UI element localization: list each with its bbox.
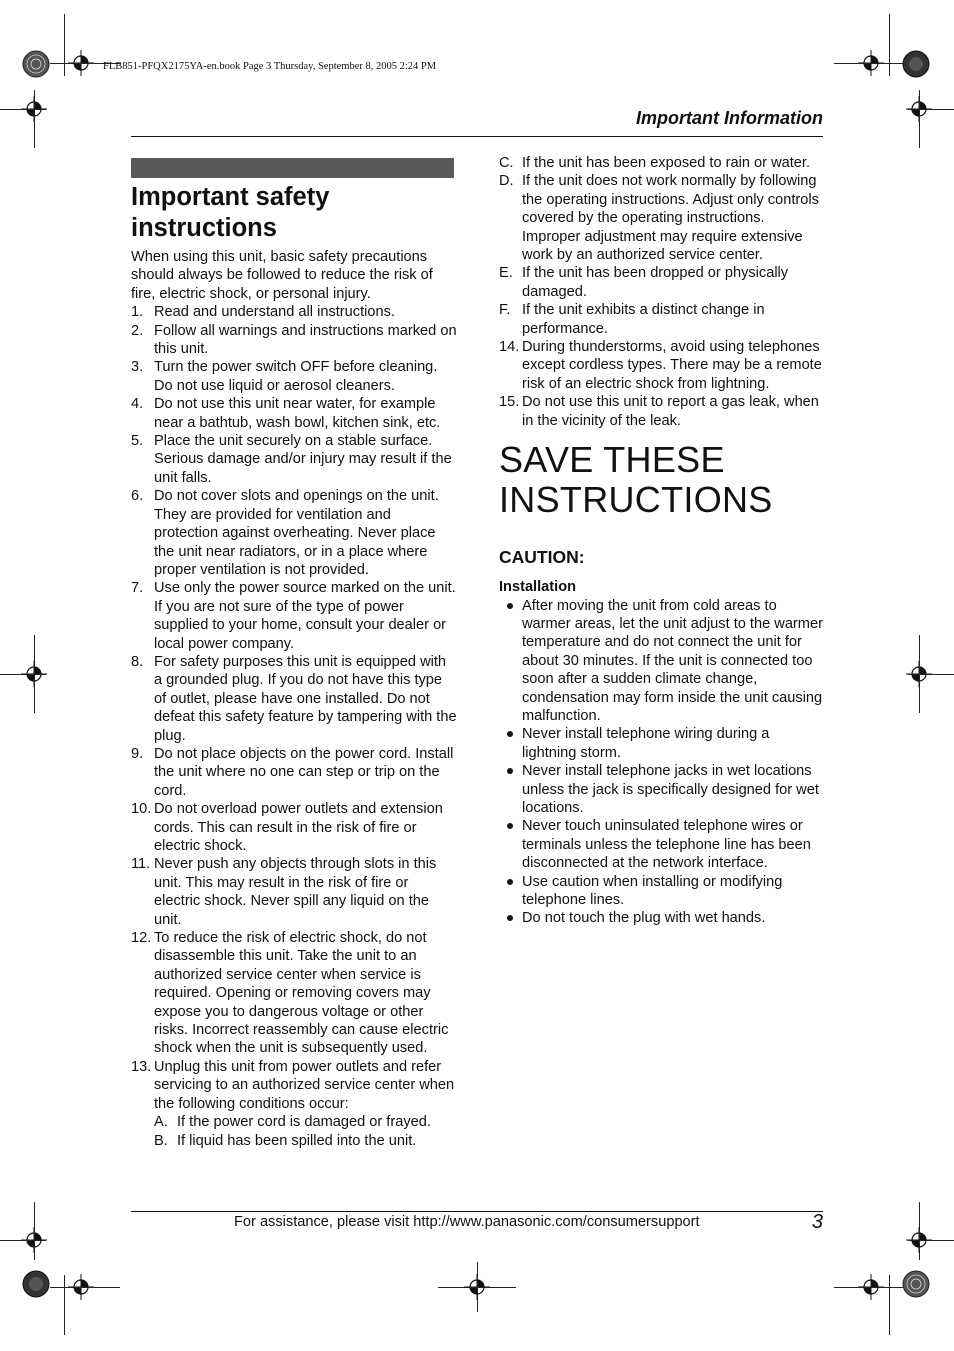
crop-mark	[889, 1275, 890, 1335]
item-number: 9.	[131, 745, 144, 762]
item-text: Do not place objects on the power cord. Install the unit where no one can step or trip on the cord.	[154, 745, 454, 799]
registration-dial-icon	[902, 50, 930, 78]
crop-mark	[889, 14, 890, 76]
item-text: Read and understand all instructions.	[154, 304, 395, 321]
item-letter: D.	[499, 173, 514, 190]
item-text: If liquid has been spilled into the unit.	[177, 1132, 417, 1149]
page-header-title: Important Information	[636, 108, 823, 128]
crop-mark	[908, 674, 954, 675]
item-number: 1.	[131, 304, 144, 321]
item-text: Never install telephone jacks in wet locations unless the jack is specifically designed for wet locations.	[522, 763, 819, 816]
crop-mark	[34, 90, 35, 148]
footer-assistance-text: For assistance, please visit http://www.panasonic.com/consumersupport	[234, 1214, 700, 1230]
crop-mark	[919, 90, 920, 148]
list-item	[131, 855, 457, 929]
intro-paragraph: When using this unit, basic safety precautions should always be followed to reduce the risk of fire, electric shock, or personal injury.	[131, 249, 433, 302]
crop-mark	[50, 1287, 120, 1288]
item-text: Never touch uninsulated telephone wires or terminals unless the telephone line has been disconnected at the network interface.	[522, 818, 811, 872]
section-bar	[131, 158, 454, 178]
registration-dial-icon	[902, 1270, 930, 1298]
bullet-item	[499, 762, 825, 817]
list-item	[131, 579, 457, 653]
list-item	[131, 800, 457, 855]
item-text: If the unit does not work normally by following the operating instructions. Adjust only controls covered by the operating instructions. Improper adjustment may require extensive work by an authorized service center.	[522, 173, 819, 264]
crop-mark	[64, 1275, 65, 1335]
book-file-info: FLB851-PFQX2175YA-en.book Page 3 Thursday, September 8, 2005 2:24 PM	[103, 61, 437, 72]
header-rule	[131, 136, 823, 137]
bullet-icon	[507, 603, 513, 609]
bullet-icon	[507, 915, 513, 921]
item-number: 4.	[131, 396, 144, 413]
item-text: Never install telephone wiring during a lightning storm.	[522, 726, 770, 761]
list-item	[499, 154, 825, 172]
footer-rule	[131, 1211, 823, 1212]
caution-heading: CAUTION:	[499, 547, 585, 568]
item-number: 13.	[131, 1058, 152, 1075]
condition-list	[154, 1113, 457, 1150]
condition-list-continued	[499, 154, 825, 338]
item-text: Turn the power switch OFF before cleaning. Do not use liquid or aerosol cleaners.	[154, 359, 438, 394]
item-number: 12.	[131, 930, 152, 947]
item-text: Never push any objects through slots in this unit. This may result in the risk of fire or electric shock. Never spill any liquid on the unit.	[154, 856, 437, 928]
list-item	[131, 358, 457, 395]
item-text: If the unit exhibits a distinct change in performance.	[522, 302, 765, 337]
list-item	[131, 1058, 457, 1150]
item-number: 2.	[131, 322, 144, 339]
crop-mark	[834, 1287, 904, 1288]
list-item	[131, 487, 457, 579]
crop-mark	[908, 109, 954, 110]
bullet-icon	[507, 823, 513, 829]
item-letter: E.	[499, 265, 513, 282]
bullet-item	[499, 817, 825, 872]
save-instructions-heading: SAVE THESE INSTRUCTIONS	[499, 439, 773, 521]
list-item	[131, 929, 457, 1058]
item-text: Do not use this unit to report a gas leak, when in the vicinity of the leak.	[522, 394, 819, 429]
bullet-icon	[507, 879, 513, 885]
item-number: 11.	[131, 856, 151, 873]
crop-mark	[834, 63, 904, 64]
item-number: 7.	[131, 580, 144, 597]
item-text: Unplug this unit from power outlets and refer servicing to an authorized service center when the following conditions occur:	[154, 1058, 455, 1112]
item-text: Do not overload power outlets and extension cords. This can result in the risk of fire or electric shock.	[154, 801, 443, 854]
item-text: During thunderstorms, avoid using telephones except cordless types. There may be a remote risk of an electric shock from lightning.	[522, 339, 822, 392]
item-letter: F.	[499, 302, 511, 319]
bullet-item	[499, 597, 825, 726]
item-text: Follow all warnings and instructions marked on this unit.	[154, 322, 457, 358]
list-item	[499, 393, 825, 430]
item-number: 3.	[131, 359, 144, 376]
item-letter: B.	[154, 1132, 168, 1149]
list-item	[131, 432, 457, 487]
list-item	[131, 322, 457, 359]
page-number: 3	[811, 1211, 823, 1233]
list-item	[499, 264, 825, 301]
list-item	[499, 301, 825, 338]
list-item	[154, 1132, 457, 1150]
list-item	[131, 395, 457, 432]
item-text: Use only the power source marked on the unit. If you are not sure of the type of power supplied to your home, consult your dealer or local power company.	[154, 580, 456, 652]
item-text: Place the unit securely on a stable surface. Serious damage and/or injury may result if the unit falls.	[154, 433, 452, 486]
item-text: If the unit has been exposed to rain or water.	[522, 155, 811, 171]
list-item	[131, 303, 457, 321]
crop-mark	[0, 1240, 46, 1241]
item-number: 5.	[131, 433, 144, 450]
item-number: 15.	[499, 394, 520, 411]
crop-mark	[438, 1287, 516, 1288]
crop-mark	[908, 1240, 954, 1241]
installation-bullets	[499, 597, 825, 928]
crop-mark	[34, 1202, 35, 1260]
item-number: 8.	[131, 653, 144, 670]
item-text: Use caution when installing or modifying telephone lines.	[522, 873, 783, 908]
registration-dial-icon	[22, 1270, 50, 1298]
left-column	[131, 158, 457, 1150]
item-text: To reduce the risk of electric shock, do not disassemble this unit. Take the unit to an authorized service center when service is required. Opening or removing covers may expose you to dangerous voltage or other risks. Incorrect reassembly can cause electric shock when the unit is subsequently used.	[154, 930, 449, 1057]
item-letter: A.	[154, 1114, 168, 1131]
item-number: 6.	[131, 488, 144, 505]
item-text: Do not cover slots and openings on the unit. They are provided for ventilation and protection against overheating. Never place the unit near radiators, or in a place where proper ventilation is not provided.	[154, 488, 439, 578]
item-text: If the power cord is damaged or frayed.	[177, 1114, 431, 1131]
item-text: If the unit has been dropped or physically damaged.	[522, 265, 789, 300]
item-text: Do not touch the plug with wet hands.	[522, 910, 766, 927]
item-number: 14.	[499, 339, 520, 356]
installation-heading: Installation	[499, 579, 577, 596]
item-text: After moving the unit from cold areas to warmer areas, let the unit adjust to the warmer temperature and do not connect the unit for about 30 minutes. If the unit is connected too soon after a sudden climate change, condensation may form inside the unit causing malfunction.	[522, 597, 823, 724]
bullet-icon	[507, 768, 513, 774]
crop-mark	[919, 1202, 920, 1260]
item-letter: C.	[499, 155, 514, 171]
item-text: Do not use this unit near water, for example near a bathtub, wash bowl, kitchen sink, etc.	[154, 396, 441, 431]
list-item	[154, 1113, 457, 1131]
registration-dial-icon	[22, 50, 50, 78]
safety-list	[131, 303, 457, 1150]
crop-mark	[0, 674, 46, 675]
bullet-icon	[507, 731, 513, 737]
section-title: Important safety instructions	[131, 183, 330, 242]
crop-mark	[0, 109, 46, 110]
bullet-item	[499, 873, 825, 910]
item-number: 10.	[131, 801, 152, 818]
safety-list-continued	[499, 338, 825, 430]
item-text: For safety purposes this unit is equipped with a grounded plug. If you do not have this type of outlet, please have one installed. Do not defeat this safety feature by tampering with the plug.	[154, 653, 457, 744]
list-item	[131, 653, 457, 745]
list-item	[499, 172, 825, 264]
list-item	[131, 745, 457, 800]
bullet-item	[499, 725, 825, 762]
bullet-item	[499, 909, 825, 927]
crop-mark	[64, 14, 65, 76]
list-item	[499, 338, 825, 393]
right-column	[499, 154, 825, 928]
